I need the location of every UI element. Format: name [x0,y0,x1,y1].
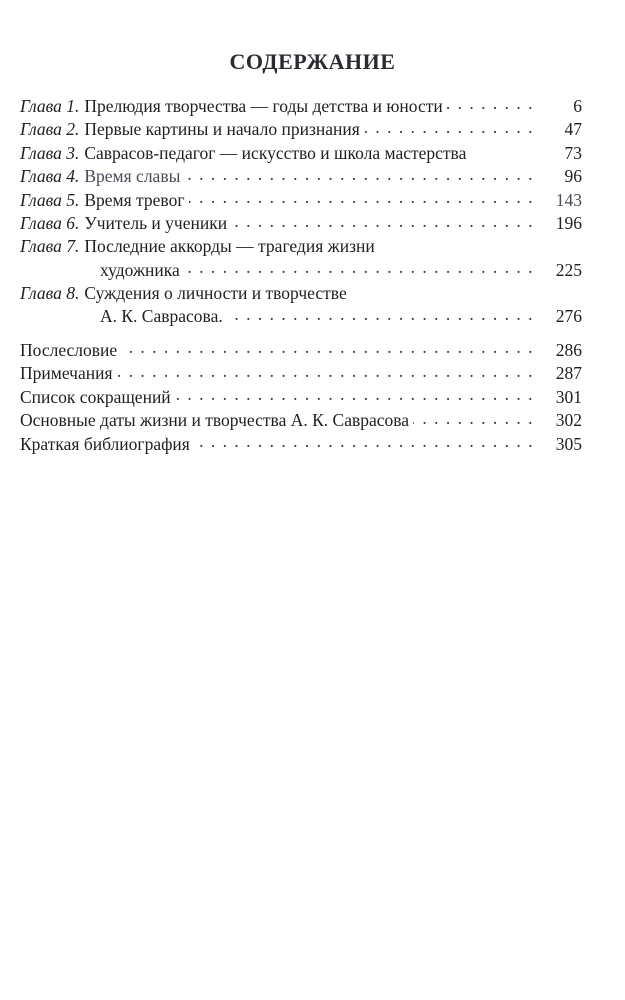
page-number: 276 [555,306,582,326]
chapter-title: Время славы [84,166,181,186]
section-title: Основные даты жизни и творчества А. К. Саврасова [20,410,410,430]
chapter-title: Время тревог [84,189,185,210]
toc-entry-chapter-4[interactable] [20,165,582,189]
chapter-label: Глава 1. [20,95,80,116]
chapter-title: Прелюдия творчества — годы детства и юности [84,95,443,116]
toc-entry-chapter-8[interactable] [20,282,582,329]
page-number: 287 [555,363,582,383]
toc-chapters [20,94,582,328]
chapter-label: Глава 8. [20,282,80,303]
dot-leader [227,305,534,323]
page-title: СОДЕРЖАНИЕ [229,48,396,74]
page-number: 301 [555,386,582,407]
page-number: 302 [555,410,582,430]
dot-leader [447,94,534,112]
dot-leader [175,385,534,403]
section-title: Список сокращений [20,386,171,407]
page-number: 143 [555,189,582,210]
section-title: Послесловие [20,339,118,360]
section-title: Краткая библиография [20,433,190,454]
toc-entry-notes[interactable] [20,362,582,386]
chapter-title: Саврасов-педагог — искусство и школа мастерства [84,142,467,163]
dot-leader [194,432,534,450]
dot-leader [364,118,534,136]
dot-leader [121,338,534,356]
chapter-label: Глава 7. [20,236,80,256]
chapter-label: Глава 6. [20,213,80,233]
chapter-label: Глава 5. [20,189,80,210]
page-number: 47 [564,119,582,139]
page-number: 286 [555,339,582,360]
toc-entry-chapter-7[interactable] [20,235,582,282]
toc-entry-bibliography[interactable] [20,432,582,456]
toc-entry-afterword[interactable] [20,338,582,362]
toc-entry-chapter-6[interactable] [20,212,582,236]
chapter-title: Суждения о личности и творчестве [84,282,347,303]
dot-leader [470,141,534,159]
toc-entry-chapter-3[interactable] [20,141,582,165]
chapter-title: Первые картины и начало признания [84,119,360,139]
chapter-label: Глава 3. [20,142,80,163]
chapter-title-continued: художника [100,259,180,280]
dot-leader [413,409,534,427]
section-title: Примечания [20,363,113,383]
toc-entry-chapter-2[interactable] [20,118,582,142]
toc-entry-key-dates[interactable] [20,409,582,433]
page-number: 225 [555,259,582,280]
chapter-title-continued: А. К. Саврасова. [100,306,223,326]
page-number: 96 [564,166,582,186]
toc-entry-chapter-5[interactable] [20,188,582,212]
toc-entry-chapter-1[interactable] [20,94,582,118]
chapter-label: Глава 4. [20,166,80,186]
dot-leader [189,188,535,206]
page-number: 6 [573,95,582,116]
dot-leader [117,362,534,380]
toc-entry-abbreviations[interactable] [20,385,582,409]
dot-leader [184,258,534,276]
dot-leader [184,165,534,183]
page-number: 73 [564,142,582,163]
toc-back-matter [20,338,582,456]
chapter-label: Глава 2. [20,119,80,139]
page-number: 305 [555,433,582,454]
dot-leader [231,212,534,230]
page-number: 196 [555,213,582,233]
chapter-title: Учитель и ученики [84,213,228,233]
chapter-title: Последние аккорды — трагедия жизни [84,236,375,256]
